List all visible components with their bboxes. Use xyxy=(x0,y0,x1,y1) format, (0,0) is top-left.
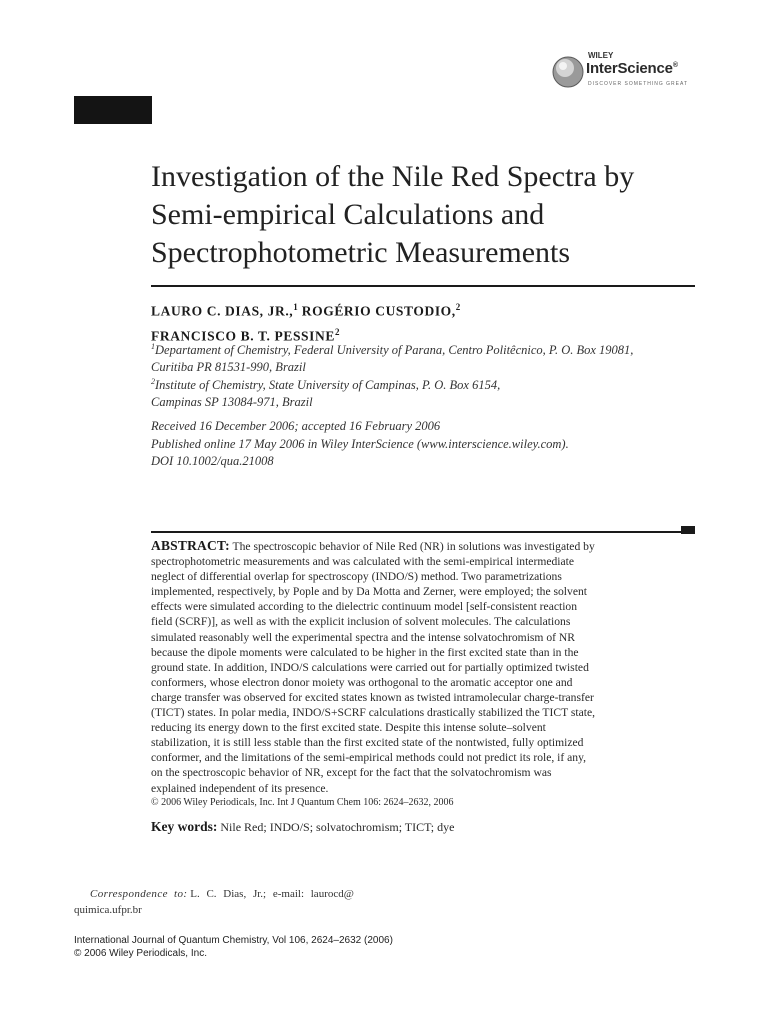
abstract-divider xyxy=(151,531,681,533)
abstract xyxy=(151,538,599,809)
footer-copyright: © 2006 Wiley Periodicals, Inc. xyxy=(74,947,207,959)
keywords-list: Nile Red; INDO/S; solvatochromism; TICT; dye xyxy=(220,820,455,834)
globe-icon xyxy=(552,56,584,88)
publisher-logo xyxy=(550,50,700,92)
journal-footer xyxy=(74,935,574,960)
section-marker-block xyxy=(74,96,152,124)
affiliation-line: Curitiba PR 81531-990, Brazil xyxy=(151,360,306,375)
affiliation-number: 2 xyxy=(151,377,155,386)
brand-tagline: DISCOVER SOMETHING GREAT xyxy=(588,81,689,87)
affiliation-line: Institute of Chemistry, State University of Campinas, P. O. Box 6154, xyxy=(155,378,501,393)
author-name: LAURO C. DIAS, JR., xyxy=(151,303,294,319)
publication-history xyxy=(151,418,711,471)
brand-name xyxy=(586,60,678,77)
correspondence-contact: L. C. Dias, Jr.; e-mail: laurocd@ xyxy=(190,888,354,900)
correspondence-label: Correspondence to: xyxy=(90,888,188,900)
doi: DOI 10.1002/qua.21008 xyxy=(151,454,274,468)
abstract-heading: ABSTRACT: xyxy=(151,538,230,553)
abstract-body: The spectroscopic behavior of Nile Red (NR) in solutions was investigated by spectrophotometric measurements and was calculated with the semi-empirical intermediate neglect of differential overlap for spectroscopy (INDO/S) method. Two parametrizations implemented, respectively, by Pople and by Da Motta and Zerner, were employed; the solvent effects were simulated according to the dielectric continuum model [self-consistent reaction field (SCRF)], as well as with the explicit inclusion of solvent molecules. The calculations simulated reasonably well the experimental spectra and the intense solvatochromism of NR because the dipole moments were calculated to be higher in the first excited state than in the ground state. In addition, INDO/S calculations were carried out for partially optimized twisted conformers, whose electron donor moiety was orthogonal to the aromatic acceptor one and charge transfer was observed for excited states known as twisted intramolecular charge-transfer (TICT) states. In polar media, INDO/S+SCRF calculations drastically stabilized the TICT state, reducing its energy down to the first excited state. Despite this intense solute–solvent stabilization, it is still less stable than the first excited state of the nontwisted, fully optimized conformer, and the limitations of the semi-empirical methods could not predict its role, if any, on the spectroscopic behavior of NR, except for the fact that the solvatochromism was explained independent of its presence. xyxy=(151,540,596,795)
author-affiliation-ref: 1 xyxy=(293,302,298,312)
affiliation-line: Departament of Chemistry, Federal University of Parana, Centro Politêcnico, P. O. Box 19081, xyxy=(155,343,634,358)
affiliation xyxy=(151,338,691,376)
abstract-copyright: © 2006 Wiley Periodicals, Inc. Int J Quantum Chem 106: 2624–2632, 2006 xyxy=(151,796,454,808)
journal-citation: International Journal of Quantum Chemistry, Vol 106, 2624–2632 (2006) xyxy=(74,935,393,946)
title-divider xyxy=(151,285,695,287)
received-date: Received 16 December 2006; accepted 16 February 2006 xyxy=(151,419,441,433)
author-name: ROGÉRIO CUSTODIO, xyxy=(301,303,456,319)
author-affiliation-ref: 2 xyxy=(334,326,340,337)
author-name: FRANCISCO B. T. PESSINE xyxy=(151,328,335,343)
keywords xyxy=(151,819,711,835)
brand-name-text: InterScience xyxy=(586,60,673,77)
keywords-heading: Key words: xyxy=(151,819,218,834)
article-title: Investigation of the Nile Red Spectra by Semi-empirical Calculations and Spectrophotometric Measurements xyxy=(151,160,635,269)
published-date: Published online 17 May 2006 in Wiley InterScience (www.interscience.wiley.com). xyxy=(151,436,569,451)
publisher-name: WILEY xyxy=(588,51,614,60)
affiliation-line: Campinas SP 13084-971, Brazil xyxy=(151,395,313,410)
correspondence-note xyxy=(74,886,374,918)
affiliation-number: 1 xyxy=(151,342,155,351)
affiliation xyxy=(151,373,691,411)
abstract-divider-marker xyxy=(681,526,695,534)
author-affiliation-ref: 2 xyxy=(455,302,461,312)
trademark-symbol: ® xyxy=(672,62,678,69)
correspondence-email-domain: quimica.ufpr.br xyxy=(74,904,142,916)
